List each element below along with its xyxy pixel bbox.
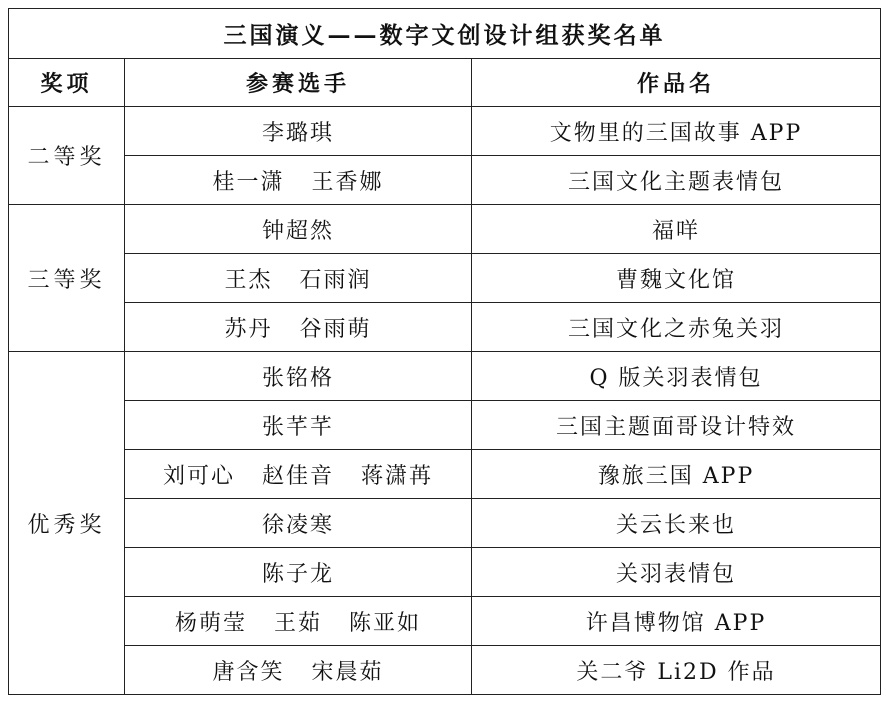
award-level-cell: 二等奖 — [9, 107, 125, 205]
table-row — [9, 499, 881, 548]
work-title-cell: 豫旅三国 APP — [472, 450, 881, 499]
participants-cell: 徐凌寒 — [125, 499, 472, 548]
table-body — [9, 107, 881, 695]
participants-cell: 张芊芊 — [125, 401, 472, 450]
award-level-cell: 优秀奖 — [9, 352, 125, 695]
header-participants: 参赛选手 — [125, 59, 472, 107]
participants-cell: 张铭格 — [125, 352, 472, 401]
work-title-cell: 关云长来也 — [472, 499, 881, 548]
work-title-cell: 关羽表情包 — [472, 548, 881, 597]
participants-cell: 唐含笑 宋晨茹 — [125, 646, 472, 695]
work-title-cell: 文物里的三国故事 APP — [472, 107, 881, 156]
header-work: 作品名 — [472, 59, 881, 107]
participants-cell: 苏丹 谷雨萌 — [125, 303, 472, 352]
header-row — [9, 59, 881, 107]
participants-cell: 桂一潇 王香娜 — [125, 156, 472, 205]
work-title-cell: 许昌博物馆 APP — [472, 597, 881, 646]
work-title-cell: 关二爷 Li2D 作品 — [472, 646, 881, 695]
work-title-cell: 三国文化主题表情包 — [472, 156, 881, 205]
table-title: 三国演义——数字文创设计组获奖名单 — [9, 9, 881, 59]
award-level-cell: 三等奖 — [9, 205, 125, 352]
table-row — [9, 205, 881, 254]
table-row — [9, 156, 881, 205]
work-title-cell: 福咩 — [472, 205, 881, 254]
participants-cell: 钟超然 — [125, 205, 472, 254]
table-row — [9, 597, 881, 646]
award-table — [8, 8, 881, 695]
title-row — [9, 9, 881, 59]
work-title-cell: 三国主题面哥设计特效 — [472, 401, 881, 450]
work-title-cell: 曹魏文化馆 — [472, 254, 881, 303]
participants-cell: 刘可心 赵佳音 蒋潇苒 — [125, 450, 472, 499]
table-row — [9, 303, 881, 352]
work-title-cell: 三国文化之赤兔关羽 — [472, 303, 881, 352]
table-row — [9, 254, 881, 303]
header-award: 奖项 — [9, 59, 125, 107]
table-row — [9, 352, 881, 401]
participants-cell: 李璐琪 — [125, 107, 472, 156]
table-row — [9, 646, 881, 695]
work-title-cell: Q 版关羽表情包 — [472, 352, 881, 401]
participants-cell: 王杰 石雨润 — [125, 254, 472, 303]
participants-cell: 陈子龙 — [125, 548, 472, 597]
table-row — [9, 107, 881, 156]
table-row — [9, 401, 881, 450]
participants-cell: 杨萌莹 王茹 陈亚如 — [125, 597, 472, 646]
table-row — [9, 548, 881, 597]
table-row — [9, 450, 881, 499]
